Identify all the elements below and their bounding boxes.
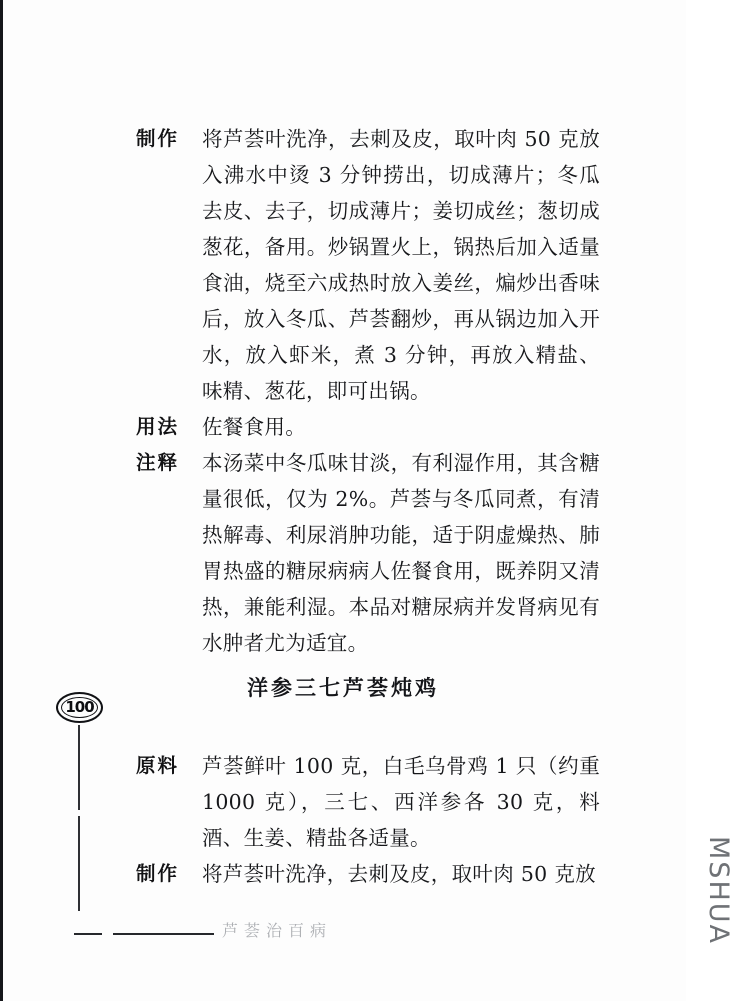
entry-label-notes: 注释 bbox=[136, 451, 180, 474]
entry-text-preparation: 将芦荟叶洗净，去刺及皮，取叶肉 50 克放入沸水中烫 3 分钟捞出，切成薄片；冬瓜去皮、去子，切成薄片；姜切成丝；葱切成葱花，备用。炒锅置火上，锅热后加入适量食油，烧至六成热时放入姜丝，煸炒出香味后，放入冬瓜、芦荟翻炒，再从锅边加入开水，放入虾米，煮 3 分钟，再放入精盐、味精、葱花，即可出锅。 bbox=[202, 127, 600, 403]
folio-stem-gap bbox=[78, 810, 81, 816]
entry-notes bbox=[0, 445, 686, 661]
watermark-text: MSHUA bbox=[703, 836, 734, 945]
folio-stem-line bbox=[78, 725, 80, 911]
page-number-badge bbox=[56, 692, 103, 723]
entry-text-preparation-new: 将芦荟叶洗净，去刺及皮，取叶肉 50 克放 bbox=[202, 862, 596, 886]
entry-label-preparation-new: 制作 bbox=[136, 862, 180, 885]
entry-preparation bbox=[0, 121, 686, 409]
recipe-continued-section bbox=[0, 121, 686, 661]
footer-rule-short bbox=[74, 933, 102, 935]
entry-row bbox=[0, 445, 686, 661]
entry-label-usage: 用法 bbox=[136, 415, 180, 438]
entry-label-preparation: 制作 bbox=[136, 127, 180, 150]
page-footer bbox=[0, 921, 686, 965]
entry-usage bbox=[0, 409, 686, 445]
entry-text-usage: 佐餐食用。 bbox=[202, 415, 306, 439]
entry-text-ingredients: 芦荟鲜叶 100 克，白毛乌骨鸡 1 只（约重 1000 克），三七、西洋参各 30 克，料酒、生姜、精盐各适量。 bbox=[202, 754, 600, 850]
footer-rule-long bbox=[113, 933, 214, 935]
entry-text-notes: 本汤菜中冬瓜味甘淡，有利湿作用，其含糖量很低，仅为 2%。芦荟与冬瓜同煮，有清热解毒、利尿消肿功能，适于阴虚燥热、肺胃热盛的糖尿病病人佐餐食用，既养阴又清热，兼能利湿。本品对糖尿病并发肾病见有水肿者尤为适宜。 bbox=[202, 451, 600, 655]
entry-row bbox=[0, 409, 686, 445]
footer-book-title: 芦荟治百病 bbox=[222, 921, 333, 940]
entry-label-ingredients: 原料 bbox=[136, 754, 180, 777]
folio-marker bbox=[56, 692, 114, 942]
recipe-heading: 洋参三七芦荟炖鸡 bbox=[247, 676, 439, 700]
page-number: 100 bbox=[65, 698, 94, 716]
entry-row bbox=[0, 121, 686, 409]
